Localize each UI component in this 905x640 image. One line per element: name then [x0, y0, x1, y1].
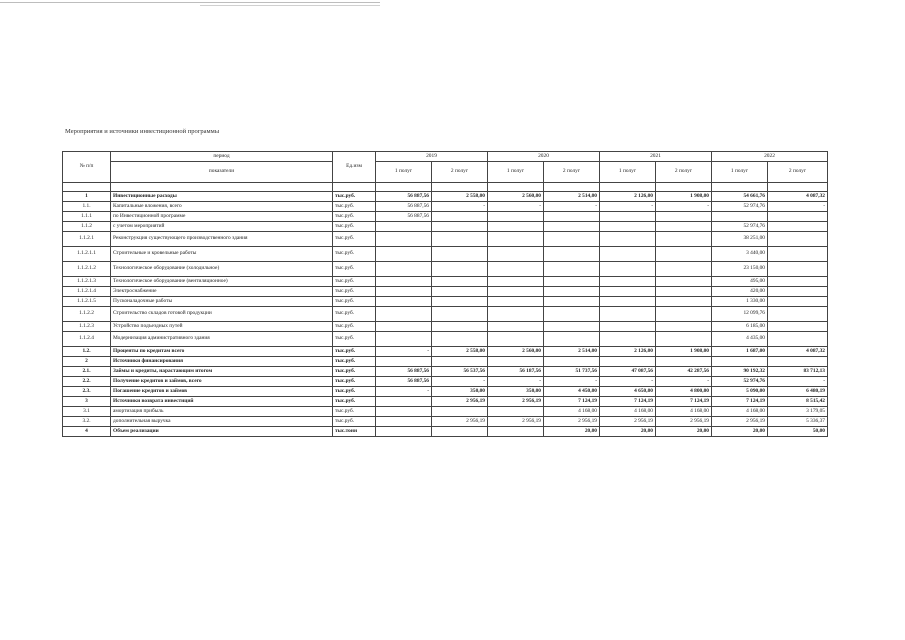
value-cell: 56 187,56	[488, 367, 544, 377]
value-cell: 2 514,00	[544, 347, 600, 357]
row-unit: тыс.руб.	[333, 332, 376, 347]
value-cell: -	[488, 377, 544, 387]
table-row	[63, 387, 828, 397]
value-cell	[488, 307, 544, 322]
row-number: 1.1.2.4	[63, 332, 111, 347]
value-cell	[376, 407, 432, 417]
row-number: 3.1	[63, 407, 111, 417]
value-cell: 7 124,19	[656, 397, 712, 407]
value-cell	[432, 427, 488, 437]
row-indicator: Устройство подъездных путей	[111, 322, 333, 332]
top-rule-secondary	[200, 5, 380, 6]
value-cell: 3 179,05	[768, 407, 828, 417]
value-cell	[600, 232, 656, 247]
value-cell: 6 480,19	[768, 387, 828, 397]
row-number: 1.1.2.1.1	[63, 247, 111, 262]
value-cell: 56 887,56	[376, 377, 432, 387]
value-cell: 4 650,00	[600, 387, 656, 397]
value-cell	[656, 212, 712, 222]
value-cell	[488, 247, 544, 262]
value-cell: 38 251,00	[712, 232, 768, 247]
year-header: 2022	[712, 152, 828, 162]
value-cell	[656, 247, 712, 262]
row-unit: тыс.тонн	[333, 427, 376, 437]
value-cell: 23 150,00	[712, 262, 768, 277]
value-cell	[432, 332, 488, 347]
half-header: 2 полуг	[544, 162, 600, 183]
row-indicator: Строительство складов готовой продукции	[111, 307, 333, 322]
value-cell	[544, 322, 600, 332]
value-cell	[488, 212, 544, 222]
value-cell: 495,00	[712, 277, 768, 287]
row-indicator: Инвестиционные расходы	[111, 192, 333, 202]
row-unit: тыс.руб.	[333, 367, 376, 377]
row-number: 1.1.2.1.5	[63, 297, 111, 307]
value-cell: 1 687,00	[712, 347, 768, 357]
row-indicator: амортизация прибыль	[111, 407, 333, 417]
row-number: 1.1.	[63, 202, 111, 212]
row-unit: тыс.руб.	[333, 397, 376, 407]
table-row	[63, 222, 828, 232]
value-cell	[768, 212, 828, 222]
value-cell	[768, 357, 828, 367]
table-row	[63, 287, 828, 297]
table-row	[63, 307, 828, 322]
value-cell	[600, 277, 656, 287]
value-cell	[488, 222, 544, 232]
half-header: 2 полуг	[768, 162, 828, 183]
value-cell	[768, 232, 828, 247]
table-row	[63, 192, 828, 202]
value-cell: 6 185,00	[712, 322, 768, 332]
value-cell: -	[656, 377, 712, 387]
value-cell	[768, 307, 828, 322]
value-cell: 2 956,19	[432, 417, 488, 427]
value-cell	[768, 287, 828, 297]
value-cell	[656, 287, 712, 297]
value-cell: -	[768, 377, 828, 387]
row-number: 1.1.2.3	[63, 322, 111, 332]
row-unit: тыс.руб.	[333, 192, 376, 202]
value-cell	[544, 247, 600, 262]
row-unit: тыс.руб.	[333, 377, 376, 387]
value-cell: 350,00	[488, 387, 544, 397]
column-header-no: № п/п	[63, 152, 111, 183]
value-cell	[656, 322, 712, 332]
value-cell: 5 336,37	[768, 417, 828, 427]
value-cell	[656, 262, 712, 277]
row-indicator: Объем реализации	[111, 427, 333, 437]
row-unit: тыс.руб.	[333, 347, 376, 357]
value-cell: 52 974,76	[712, 202, 768, 212]
row-number: 1.1.2.1	[63, 232, 111, 247]
value-cell	[376, 277, 432, 287]
value-cell	[656, 232, 712, 247]
value-cell: 4 168,00	[656, 407, 712, 417]
value-cell	[432, 277, 488, 287]
value-cell: -	[544, 377, 600, 387]
half-header: 1 полуг	[712, 162, 768, 183]
value-cell: -	[432, 377, 488, 387]
value-cell: 4 435,00	[712, 332, 768, 347]
row-indicator: Технологическое оборудование (холодильное)	[111, 262, 333, 277]
row-indicator: Реконструкция существующего производственного здания	[111, 232, 333, 247]
table-row	[63, 357, 828, 367]
value-cell	[432, 407, 488, 417]
value-cell: 4 087,32	[768, 347, 828, 357]
value-cell: -	[376, 387, 432, 397]
value-cell: 2 956,19	[432, 397, 488, 407]
value-cell	[600, 322, 656, 332]
value-cell	[600, 247, 656, 262]
value-cell	[656, 277, 712, 287]
value-cell: -	[376, 347, 432, 357]
row-number: 1.1.1	[63, 212, 111, 222]
value-cell: 47 087,56	[600, 367, 656, 377]
row-number: 2.2.	[63, 377, 111, 387]
row-indicator: Технологическое оборудование (вентиляционное)	[111, 277, 333, 287]
row-unit: тыс.руб.	[333, 232, 376, 247]
value-cell: 56 887,56	[376, 202, 432, 212]
value-cell: 2 560,00	[488, 192, 544, 202]
row-indicator: Пусконаладочные работы	[111, 297, 333, 307]
value-cell	[544, 307, 600, 322]
value-cell: 4 087,32	[768, 192, 828, 202]
value-cell	[488, 427, 544, 437]
value-cell	[600, 222, 656, 232]
value-cell	[488, 332, 544, 347]
value-cell	[544, 262, 600, 277]
value-cell	[376, 322, 432, 332]
value-cell	[488, 277, 544, 287]
table-row	[63, 427, 828, 437]
value-cell	[432, 322, 488, 332]
value-cell	[656, 357, 712, 367]
value-cell	[768, 277, 828, 287]
value-cell: 4 168,00	[712, 407, 768, 417]
value-cell	[544, 277, 600, 287]
value-cell	[376, 232, 432, 247]
value-cell	[376, 357, 432, 367]
value-cell: 90 192,32	[712, 367, 768, 377]
value-cell: 2 956,19	[600, 417, 656, 427]
value-cell: 1 330,00	[712, 297, 768, 307]
value-cell: 12 099,76	[712, 307, 768, 322]
table-row	[63, 407, 828, 417]
row-unit: тыс.руб.	[333, 407, 376, 417]
value-cell	[768, 262, 828, 277]
row-unit: тыс.руб.	[333, 277, 376, 287]
value-cell	[656, 222, 712, 232]
value-cell	[656, 307, 712, 322]
value-cell	[432, 222, 488, 232]
value-cell: 1 908,00	[656, 347, 712, 357]
value-cell	[432, 357, 488, 367]
value-cell: 2 956,19	[544, 417, 600, 427]
value-cell	[376, 222, 432, 232]
value-cell	[656, 332, 712, 347]
value-cell	[600, 357, 656, 367]
value-cell	[376, 417, 432, 427]
value-cell: 52 974,76	[712, 222, 768, 232]
value-cell: 4 168,00	[600, 407, 656, 417]
row-number: 4	[63, 427, 111, 437]
value-cell	[376, 247, 432, 262]
value-cell	[768, 222, 828, 232]
row-unit: тыс.руб.	[333, 357, 376, 367]
column-header-period: период	[111, 152, 333, 162]
value-cell	[432, 212, 488, 222]
value-cell	[544, 232, 600, 247]
year-header: 2021	[600, 152, 712, 162]
row-indicator: дополнительная выручка	[111, 417, 333, 427]
value-cell	[432, 247, 488, 262]
value-cell	[656, 297, 712, 307]
value-cell: 83 712,13	[768, 367, 828, 377]
value-cell: 2 956,19	[488, 417, 544, 427]
value-cell	[600, 307, 656, 322]
row-unit: тыс.руб.	[333, 287, 376, 297]
row-indicator: по Инвестиционной программе	[111, 212, 333, 222]
value-cell: 5 090,00	[712, 387, 768, 397]
value-cell	[712, 212, 768, 222]
year-header: 2020	[488, 152, 600, 162]
row-indicator: с учетом мероприятий	[111, 222, 333, 232]
row-number: 1.1.2.2	[63, 307, 111, 322]
value-cell	[768, 297, 828, 307]
value-cell: 20,00	[544, 427, 600, 437]
row-indicator: Источники финансирования	[111, 357, 333, 367]
row-indicator: Займы и кредиты, нарастающим итогом	[111, 367, 333, 377]
value-cell	[432, 287, 488, 297]
value-cell	[600, 212, 656, 222]
value-cell	[488, 262, 544, 277]
table-row	[63, 417, 828, 427]
value-cell: 8 515,42	[768, 397, 828, 407]
table-row	[63, 247, 828, 262]
table-row	[63, 212, 828, 222]
value-cell: 51 737,56	[544, 367, 600, 377]
value-cell: 50,00	[768, 427, 828, 437]
value-cell: 2 514,00	[544, 192, 600, 202]
value-cell	[544, 212, 600, 222]
column-header-indicators: показатели	[111, 162, 333, 183]
value-cell: 1 908,00	[656, 192, 712, 202]
row-unit: тыс.руб.	[333, 307, 376, 322]
table-row	[63, 332, 828, 347]
value-cell	[376, 427, 432, 437]
value-cell	[432, 297, 488, 307]
value-cell	[488, 322, 544, 332]
value-cell: 4 800,00	[656, 387, 712, 397]
value-cell	[544, 287, 600, 297]
value-cell: 420,00	[712, 287, 768, 297]
value-cell	[432, 262, 488, 277]
value-cell: 56 887,56	[376, 367, 432, 377]
value-cell: -	[544, 202, 600, 212]
value-cell: 20,00	[712, 427, 768, 437]
value-cell: 42 287,56	[656, 367, 712, 377]
row-indicator: Капитальные вложения, всего	[111, 202, 333, 212]
row-unit: тыс.руб.	[333, 387, 376, 397]
value-cell: -	[488, 202, 544, 212]
column-header-unit: Ед.изм	[333, 152, 376, 183]
row-indicator: Строительные и кровельные работы	[111, 247, 333, 262]
row-number: 1.1.2.1.3	[63, 277, 111, 287]
value-cell: -	[768, 202, 828, 212]
value-cell: 2 956,19	[712, 417, 768, 427]
value-cell: 7 124,19	[712, 397, 768, 407]
row-unit: тыс.руб.	[333, 262, 376, 277]
value-cell: -	[656, 202, 712, 212]
value-cell: 56 537,56	[432, 367, 488, 377]
value-cell: 56 887,56	[376, 212, 432, 222]
value-cell: 2 126,00	[600, 347, 656, 357]
row-number: 2.1.	[63, 367, 111, 377]
top-rule	[0, 2, 380, 3]
value-cell: -	[432, 202, 488, 212]
value-cell	[488, 287, 544, 297]
row-unit: тыс.руб.	[333, 222, 376, 232]
half-header: 2 полуг	[656, 162, 712, 183]
value-cell	[432, 307, 488, 322]
value-cell: 2 956,19	[656, 417, 712, 427]
value-cell	[544, 332, 600, 347]
value-cell	[376, 332, 432, 347]
value-cell: 2 126,00	[600, 192, 656, 202]
spacer-row	[63, 183, 828, 192]
row-unit: тыс.руб.	[333, 202, 376, 212]
value-cell	[768, 332, 828, 347]
table-row	[63, 377, 828, 387]
value-cell: 7 124,19	[544, 397, 600, 407]
value-cell	[600, 262, 656, 277]
investment-table	[62, 151, 828, 437]
row-indicator: Модернизация административного здания	[111, 332, 333, 347]
table-row	[63, 322, 828, 332]
value-cell: 4 450,00	[544, 387, 600, 397]
table-row	[63, 297, 828, 307]
row-indicator: Проценты по кредитам всего	[111, 347, 333, 357]
value-cell	[376, 307, 432, 322]
half-header: 1 полуг	[376, 162, 432, 183]
value-cell	[488, 232, 544, 247]
table-row	[63, 262, 828, 277]
row-unit: тыс.руб.	[333, 212, 376, 222]
value-cell: 2 956,19	[488, 397, 544, 407]
value-cell	[768, 247, 828, 262]
value-cell	[432, 232, 488, 247]
value-cell: 52 974,76	[712, 377, 768, 387]
year-header: 2019	[376, 152, 488, 162]
value-cell: 54 661,76	[712, 192, 768, 202]
row-number: 1.1.2.1.4	[63, 287, 111, 297]
value-cell	[376, 397, 432, 407]
row-indicator: Погашение кредитов и займов	[111, 387, 333, 397]
table-row	[63, 232, 828, 247]
value-cell	[600, 297, 656, 307]
value-cell: 4 168,00	[544, 407, 600, 417]
row-unit: тыс.руб.	[333, 322, 376, 332]
row-indicator: Электроснабжение	[111, 287, 333, 297]
table-row	[63, 277, 828, 287]
value-cell	[488, 297, 544, 307]
value-cell: 20,00	[600, 427, 656, 437]
table-row	[63, 367, 828, 377]
table-row	[63, 202, 828, 212]
value-cell: 20,00	[656, 427, 712, 437]
row-unit: тыс.руб.	[333, 247, 376, 262]
row-indicator: Источники возврата инвестиций	[111, 397, 333, 407]
row-number: 1.1.2.1.2	[63, 262, 111, 277]
value-cell	[544, 357, 600, 367]
half-header: 2 полуг	[432, 162, 488, 183]
value-cell	[600, 287, 656, 297]
half-header: 1 полуг	[488, 162, 544, 183]
value-cell	[488, 357, 544, 367]
row-number: 1.1.2	[63, 222, 111, 232]
value-cell: 2 558,00	[432, 347, 488, 357]
value-cell	[488, 407, 544, 417]
value-cell	[544, 222, 600, 232]
value-cell: -	[600, 202, 656, 212]
table-row	[63, 347, 828, 357]
value-cell: 56 887,56	[376, 192, 432, 202]
half-header: 1 полуг	[600, 162, 656, 183]
row-number: 2	[63, 357, 111, 367]
value-cell: 2 560,00	[488, 347, 544, 357]
document-heading: Мероприятия и источники инвестиционной программы	[65, 128, 220, 135]
row-number: 1.2.	[63, 347, 111, 357]
value-cell	[544, 297, 600, 307]
value-cell	[768, 322, 828, 332]
row-number: 2.3.	[63, 387, 111, 397]
row-number: 1	[63, 192, 111, 202]
row-unit: тыс.руб.	[333, 417, 376, 427]
value-cell: 3 440,00	[712, 247, 768, 262]
row-number: 3.2.	[63, 417, 111, 427]
value-cell: 350,00	[432, 387, 488, 397]
table-row	[63, 397, 828, 407]
value-cell	[600, 332, 656, 347]
value-cell	[712, 357, 768, 367]
row-indicator: Получение кредитов и займов, всего	[111, 377, 333, 387]
row-unit: тыс.руб.	[333, 297, 376, 307]
value-cell	[376, 262, 432, 277]
value-cell: 7 124,19	[600, 397, 656, 407]
value-cell: 2 558,00	[432, 192, 488, 202]
row-number: 3	[63, 397, 111, 407]
value-cell	[376, 297, 432, 307]
value-cell: -	[600, 377, 656, 387]
value-cell	[376, 287, 432, 297]
